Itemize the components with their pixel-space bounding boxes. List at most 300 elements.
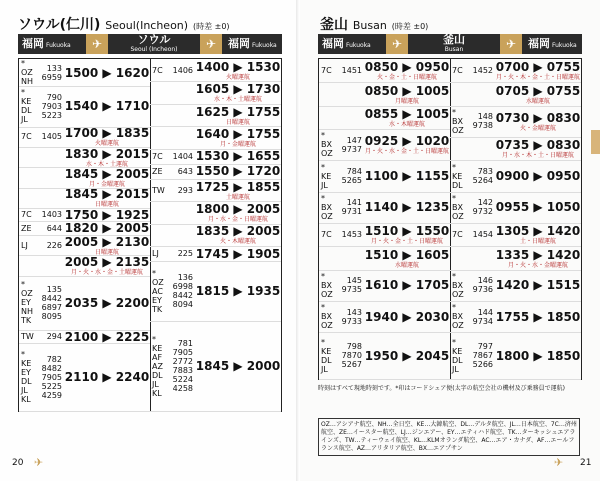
time-cell	[195, 261, 281, 321]
flight-number-cell	[171, 201, 195, 223]
flight-number: 1452	[472, 66, 493, 76]
carrier-cell	[319, 59, 340, 82]
carrier-code: OZ	[21, 68, 33, 78]
flight-number: 782	[46, 354, 62, 364]
time-cell	[195, 164, 281, 179]
flight-row	[150, 164, 281, 180]
time-cell	[364, 59, 450, 82]
carrier-cell	[19, 208, 40, 222]
operating-days: 月曜運航	[394, 97, 419, 105]
carrier-code: AZ	[152, 361, 163, 371]
flight-number: 9736	[472, 285, 493, 295]
flight-row	[319, 129, 450, 161]
time-cell	[195, 179, 281, 201]
carrier-code: BX	[452, 116, 463, 126]
flight-number: 797	[477, 342, 493, 352]
flight-row	[319, 160, 450, 192]
codeshare-mark: *	[321, 303, 325, 313]
carrier-code: 7C	[21, 132, 32, 142]
flight-number: 1404	[172, 151, 193, 161]
carrier-cell	[150, 59, 171, 81]
flight-row	[19, 147, 150, 168]
flight-number-cell	[471, 137, 495, 160]
time-cell	[364, 82, 450, 105]
carrier-code: KE	[321, 346, 332, 356]
operating-days: 土・日曜運航	[519, 238, 556, 246]
carrier-code: JL	[452, 364, 459, 374]
time-cell	[495, 82, 581, 105]
flight-number: 1451	[341, 66, 362, 76]
flight-number-cell	[471, 270, 495, 301]
flight-number-cell	[340, 301, 364, 332]
carrier-cell	[450, 246, 471, 269]
flight-row	[319, 59, 450, 83]
time-cell	[495, 332, 581, 379]
flight-number-cell	[340, 129, 364, 160]
carrier-code: JL	[321, 180, 328, 190]
flight-number-cell	[471, 223, 495, 246]
flight-number-cell	[40, 343, 64, 411]
flight-number: 7883	[172, 366, 193, 376]
carrier-code: JL	[21, 115, 28, 125]
airline-legend: OZ…アシアナ航空、NH…全日空、KE…大韓航空、DL…デルタ航空、JL…日本航空、7C…済州航空、ZE…イースター航空、LJ…ジンエアー、EY…エティハド航空、TK…ターキッシュエアラインズ、TW…ティーウェイ航空、KL…KLMオランダ航空、AC…エア・カナダ、AF…エールフランス航空、AZ…アリタリア航空、BX…エアプサン	[318, 418, 580, 456]
flight-time: 1755 ▶ 1850	[495, 309, 581, 324]
flight-number-cell	[40, 147, 64, 167]
flight-number-cell	[340, 59, 364, 82]
seoul-table	[18, 58, 282, 412]
header-mid: ソウル Seoul (Incheon)	[130, 33, 178, 53]
flight-time: 1605 ▶ 1730	[195, 82, 281, 97]
codeshare-mark: *	[21, 350, 25, 360]
flight-row	[450, 246, 581, 270]
flight-row	[450, 106, 581, 138]
carrier-code: TW	[152, 185, 165, 195]
flight-row	[450, 270, 581, 302]
flight-number: 293	[177, 185, 193, 195]
flight-time: 0850 ▶ 1005	[364, 83, 450, 98]
operating-days: 月・火・水・金・土・日曜運航	[364, 148, 449, 156]
operating-days: 火・金曜運航	[519, 124, 556, 132]
flight-time: 1700 ▶ 1835	[64, 126, 150, 141]
flight-number: 5223	[41, 110, 62, 120]
carrier-code: DL	[452, 355, 463, 365]
carrier-code: BX	[321, 202, 332, 212]
title-en: Seoul	[105, 19, 136, 32]
flight-row	[150, 261, 281, 322]
flight-number: 8482	[41, 363, 62, 373]
codeshare-mark: *	[21, 88, 25, 98]
time-cell	[495, 246, 581, 269]
carrier-code: 7C	[452, 66, 463, 76]
carrier-cell	[150, 179, 171, 201]
plane-icon: ✈	[34, 456, 44, 469]
flight-time: 1140 ▶ 1235	[364, 200, 450, 215]
time-cell	[64, 330, 150, 344]
flight-number-cell	[340, 106, 364, 129]
flight-row	[150, 321, 281, 412]
flight-time: 0850 ▶ 0950	[364, 60, 450, 75]
flight-number: 1406	[172, 65, 193, 75]
carrier-code: NH	[21, 77, 33, 87]
codeshare-mark: *	[21, 59, 25, 69]
flight-number: 141	[346, 198, 362, 208]
flight-row	[450, 223, 581, 247]
flight-number-cell	[40, 235, 64, 255]
flight-number-cell	[40, 208, 64, 222]
flight-time: 0735 ▶ 0830	[495, 138, 581, 153]
flight-time: 0730 ▶ 0830	[495, 110, 581, 125]
flight-number: 6897	[41, 302, 62, 312]
carrier-code: BX	[452, 280, 463, 290]
time-cell	[64, 276, 150, 330]
flight-number: 9738	[472, 121, 493, 131]
right-page	[300, 0, 600, 481]
flight-time: 2100 ▶ 2225	[64, 329, 150, 344]
flight-number: 146	[477, 276, 493, 286]
carrier-cell	[150, 321, 171, 411]
time-cell	[364, 160, 450, 191]
time-cell	[364, 106, 450, 129]
time-cell	[495, 270, 581, 301]
operating-days: 月・水・金・日曜運航	[207, 216, 268, 224]
flight-time: 2110 ▶ 2240	[64, 370, 150, 385]
carrier-code: OZ	[152, 277, 164, 287]
carrier-code: OZ	[321, 289, 333, 299]
flight-row	[319, 82, 450, 106]
time-cell	[364, 246, 450, 269]
codeshare-mark: *	[152, 268, 156, 278]
flight-number: 9731	[341, 207, 362, 217]
time-cell	[195, 224, 281, 246]
flight-number-cell	[171, 126, 195, 148]
codeshare-mark: *	[452, 271, 456, 281]
flight-time: 1830 ▶ 2015	[64, 146, 150, 161]
flight-number-cell	[171, 81, 195, 103]
route-header	[318, 34, 582, 54]
flight-number-cell	[40, 167, 64, 187]
flight-number: 8442	[41, 293, 62, 303]
flight-number: 7905	[172, 348, 193, 358]
time-cell	[64, 235, 150, 255]
flight-number-cell	[471, 106, 495, 137]
flight-number-cell	[171, 321, 195, 411]
plane-icon: ✈	[86, 34, 108, 54]
time-cell	[364, 301, 450, 332]
flight-time: 2035 ▶ 2200	[64, 295, 150, 310]
carrier-cell	[150, 201, 171, 223]
flight-time: 1950 ▶ 2045	[364, 348, 450, 363]
flight-row	[150, 224, 281, 247]
flight-number: 7867	[472, 351, 493, 361]
carrier-cell	[19, 86, 40, 127]
codeshare-mark: *	[452, 107, 456, 117]
flight-number: 5264	[472, 176, 493, 186]
operating-days: 水曜運航	[525, 97, 550, 105]
flight-time: 1845 ▶ 2000	[195, 359, 281, 374]
carrier-code: DL	[21, 377, 32, 387]
flight-time: 1335 ▶ 1420	[495, 247, 581, 262]
flight-row	[319, 106, 450, 130]
flight-row	[150, 246, 281, 262]
time-cell	[64, 208, 150, 222]
flight-number-cell	[340, 160, 364, 191]
flight-time: 1725 ▶ 1855	[195, 179, 281, 194]
carrier-code: BX	[321, 140, 332, 150]
carrier-code: 7C	[452, 230, 463, 240]
carrier-cell	[319, 160, 340, 191]
carrier-cell	[319, 332, 340, 379]
time-cell	[64, 59, 150, 86]
carrier-code: OZ	[321, 321, 333, 331]
carrier-code: TK	[21, 316, 32, 326]
carrier-code: DL	[452, 180, 463, 190]
flight-row	[319, 246, 450, 270]
time-cell	[495, 59, 581, 82]
flight-number: 142	[477, 198, 493, 208]
flight-time: 0705 ▶ 0755	[495, 83, 581, 98]
flight-time: 1800 ▶ 2005	[195, 202, 281, 217]
flight-number: 226	[46, 240, 62, 250]
carrier-cell	[19, 127, 40, 147]
time-cell	[195, 149, 281, 164]
plane-icon: ✈	[500, 34, 522, 54]
flight-row	[19, 127, 150, 148]
carrier-code: OZ	[321, 149, 333, 159]
flight-number-cell	[171, 261, 195, 321]
flight-number: 225	[177, 249, 193, 259]
flight-row	[319, 270, 450, 302]
time-cell	[195, 246, 281, 261]
codeshare-mark: *	[321, 271, 325, 281]
operating-days: 火曜運航	[225, 73, 250, 81]
flight-number: 5225	[41, 381, 62, 391]
operating-days: 月・火・水・金曜運航	[507, 261, 568, 269]
carrier-code: KL	[152, 388, 162, 398]
flight-number-cell	[40, 255, 64, 275]
timezone-note: (時差 ±0)	[391, 22, 429, 31]
flight-number-cell	[340, 192, 364, 223]
carrier-code: TW	[21, 332, 34, 342]
flight-row	[319, 301, 450, 333]
flight-row	[150, 126, 281, 149]
flight-time: 1745 ▶ 1905	[195, 246, 281, 261]
flight-number: 135	[46, 284, 62, 294]
flight-number: 790	[46, 92, 62, 102]
flight-number: 9737	[341, 144, 362, 154]
flight-number: 1405	[41, 132, 62, 142]
carrier-cell	[319, 192, 340, 223]
carrier-cell	[450, 59, 471, 82]
flight-row	[150, 81, 281, 104]
flight-number-cell	[340, 82, 364, 105]
flight-number-cell	[471, 59, 495, 82]
time-cell	[195, 126, 281, 148]
carrier-code: KE	[452, 171, 463, 181]
flight-time: 1530 ▶ 1655	[195, 149, 281, 164]
carrier-code: KE	[21, 97, 32, 107]
carrier-cell	[150, 261, 171, 321]
flight-number: 8095	[41, 311, 62, 321]
carrier-code: 7C	[21, 210, 32, 220]
flight-number: 1403	[41, 210, 62, 220]
flight-row	[450, 82, 581, 106]
carrier-cell	[19, 255, 40, 275]
codeshare-mark: *	[321, 162, 325, 172]
flight-number-cell	[171, 246, 195, 261]
operating-days: 水・木・土曜運航	[213, 96, 262, 104]
flight-number-cell	[340, 246, 364, 269]
codeshare-mark: *	[152, 334, 156, 344]
operating-days: 月・金曜運航	[219, 141, 256, 149]
title-en: Busan	[352, 19, 387, 32]
carrier-code: LJ	[21, 240, 28, 250]
carrier-code: ZE	[21, 223, 32, 233]
time-cell	[64, 86, 150, 127]
flight-number: 143	[346, 307, 362, 317]
flight-row	[319, 332, 450, 380]
flight-row	[19, 276, 150, 331]
time-cell	[64, 255, 150, 275]
carrier-cell	[319, 246, 340, 269]
flight-number: 294	[46, 332, 62, 342]
carrier-code: 7C	[152, 65, 163, 75]
codeshare-mark: *	[321, 337, 325, 347]
time-cell	[64, 221, 150, 235]
time-cell	[495, 106, 581, 137]
flight-number: 1453	[341, 230, 362, 240]
header-to: 福岡 Fukuoka	[528, 37, 577, 50]
flight-row	[19, 167, 150, 188]
time-cell	[364, 192, 450, 223]
flight-time: 2005 ▶ 2135	[64, 254, 150, 269]
carrier-code: TK	[152, 304, 163, 314]
codeshare-mark: *	[452, 162, 456, 172]
carrier-code: OZ	[452, 125, 464, 135]
flight-number-cell	[171, 149, 195, 164]
carrier-code: DL	[21, 106, 32, 116]
flight-time: 1815 ▶ 1935	[195, 284, 281, 299]
flight-number-cell	[171, 104, 195, 126]
flight-number: 644	[46, 223, 62, 233]
flight-number-cell	[40, 188, 64, 208]
codeshare-mark: *	[321, 193, 325, 203]
operating-days: 水曜運航	[394, 261, 419, 269]
flight-row	[150, 201, 281, 224]
flight-number: 6959	[41, 72, 62, 82]
carrier-code: NH	[21, 307, 33, 317]
flight-number: 4259	[41, 390, 62, 400]
operating-days: 日曜運航	[94, 248, 119, 256]
operating-days: 火・金・土・日曜運航	[376, 74, 437, 82]
carrier-cell	[450, 270, 471, 301]
header-mid: 釜山 Busan	[443, 33, 465, 53]
flight-number: 798	[346, 342, 362, 352]
flight-time: 0700 ▶ 0755	[495, 60, 581, 75]
carrier-code: JL	[321, 364, 328, 374]
flight-number-cell	[471, 301, 495, 332]
flight-number-cell	[171, 59, 195, 81]
flight-number: 2772	[172, 357, 193, 367]
flight-time: 1510 ▶ 1550	[364, 224, 450, 239]
flight-time: 1510 ▶ 1605	[364, 247, 450, 262]
flight-number: 7903	[41, 101, 62, 111]
carrier-code: BX	[452, 202, 463, 212]
codeshare-footnote: 時刻はすべて現地時刻です。*印はコードシェア便(太字の航空会社の機材及び乗務員で運航)	[318, 385, 565, 392]
carrier-cell	[450, 137, 471, 160]
carrier-cell	[150, 104, 171, 126]
flight-number-cell	[40, 59, 64, 86]
busan-title	[320, 14, 428, 34]
flight-time: 1845 ▶ 2005	[64, 166, 150, 181]
flight-row	[19, 188, 150, 209]
carrier-cell	[150, 126, 171, 148]
operating-days: 月・水・木・土・日曜運航	[501, 152, 574, 160]
flight-number-cell	[471, 246, 495, 269]
page-number: 21	[580, 458, 592, 468]
flight-row	[150, 59, 281, 82]
flight-time: 1845 ▶ 2015	[64, 187, 150, 202]
carrier-code: EY	[21, 368, 31, 378]
carrier-code: OZ	[452, 211, 464, 221]
operating-days: 月・金曜運航	[88, 180, 125, 188]
carrier-cell	[19, 343, 40, 411]
time-cell	[195, 321, 281, 411]
flight-number: 5265	[341, 176, 362, 186]
carrier-cell	[150, 246, 171, 261]
flight-number: 9733	[341, 316, 362, 326]
title-jp: 釜山	[320, 17, 348, 33]
flight-number-cell	[340, 270, 364, 301]
time-cell	[195, 81, 281, 103]
carrier-cell	[150, 224, 171, 246]
flight-number: 136	[177, 273, 193, 283]
carrier-code: KE	[321, 171, 332, 181]
flight-row	[150, 104, 281, 127]
flight-time: 1835 ▶ 2005	[195, 224, 281, 239]
operating-days: 火・木曜運航	[219, 238, 256, 246]
flight-row	[450, 160, 581, 192]
flight-number: 1454	[472, 230, 493, 240]
flight-time: 2005 ▶ 2130	[64, 234, 150, 249]
time-cell	[495, 223, 581, 246]
carrier-cell	[450, 106, 471, 137]
flight-time: 1625 ▶ 1755	[195, 104, 281, 119]
flight-time: 0925 ▶ 1020	[364, 134, 450, 149]
flight-number: 9732	[472, 207, 493, 217]
time-cell	[64, 343, 150, 411]
codeshare-mark: *	[21, 280, 25, 290]
flight-number-cell	[471, 160, 495, 191]
plane-icon: ✈	[200, 34, 222, 54]
flight-time: 1540 ▶ 1710	[64, 99, 150, 114]
carrier-cell	[19, 59, 40, 86]
carrier-cell	[319, 301, 340, 332]
time-cell	[495, 160, 581, 191]
flight-number: 7870	[341, 351, 362, 361]
flight-time: 1800 ▶ 1850	[495, 348, 581, 363]
carrier-cell	[450, 332, 471, 379]
flight-row	[150, 179, 281, 202]
flight-number-cell	[171, 179, 195, 201]
flight-time: 0955 ▶ 1050	[495, 200, 581, 215]
carrier-cell	[19, 330, 40, 344]
flight-number: 5266	[472, 360, 493, 370]
carrier-cell	[19, 235, 40, 255]
flight-row	[450, 59, 581, 83]
flight-number-cell	[40, 86, 64, 127]
carrier-cell	[19, 167, 40, 187]
carrier-code: KE	[21, 359, 32, 369]
